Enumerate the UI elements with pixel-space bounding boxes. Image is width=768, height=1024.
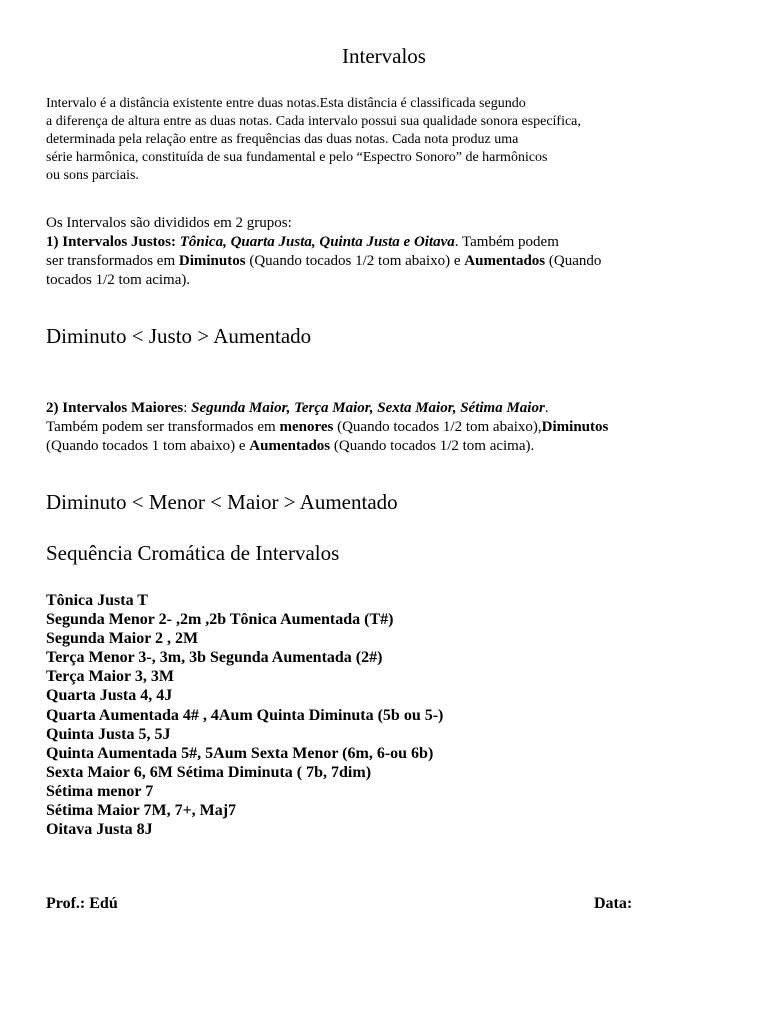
- interval-row: Terça Menor 3-, 3m, 3b Segunda Aumentada (2#): [46, 649, 383, 667]
- group1-after: . Também podem: [454, 234, 559, 250]
- interval-row: Terça Maior 3, 3M: [46, 668, 174, 686]
- intro-line: Intervalo é a distância existente entre duas notas.Esta distância é classificada segundo: [46, 96, 526, 111]
- group1-items: Tônica, Quarta Justa, Quinta Justa e Oitava: [179, 234, 455, 250]
- date-label: Data:: [594, 895, 633, 912]
- group1-text: (Quando: [545, 253, 602, 269]
- group1-line: [46, 233, 706, 252]
- interval-row: Sétima menor 7: [46, 782, 154, 800]
- scale-maiores: Diminuto < Menor < Maior > Aumentado: [46, 490, 398, 514]
- aumentados-term: Aumentados: [249, 438, 331, 454]
- maiores-line2: [46, 418, 726, 437]
- intro-line: determinada pela relação entre as frequências das duas notas. Cada nota produz uma: [46, 132, 519, 147]
- maiores-text: (Quando tocados 1 tom abaixo) e: [46, 438, 250, 454]
- diminutos-term: Diminutos: [541, 419, 609, 435]
- maiores-period: .: [544, 400, 549, 416]
- group1-line2: [46, 252, 706, 271]
- maiores-text: Também podem ser transformados em: [46, 419, 280, 435]
- maiores-text: (Quando tocados 1/2 tom acima).: [330, 438, 535, 454]
- scale-justos: Diminuto < Justo > Aumentado: [46, 324, 312, 348]
- interval-row: Segunda Menor 2- ,2m ,2b Tônica Aumentada (T#): [46, 611, 394, 629]
- maiores-paragraph: [46, 399, 726, 456]
- professor-label: Prof.: Edú: [46, 895, 118, 912]
- intro-paragraph: [46, 95, 686, 185]
- group1-line3: tocados 1/2 tom acima).: [46, 272, 191, 288]
- menores-term: menores: [279, 419, 334, 435]
- interval-row: Quinta Aumentada 5#, 5Aum Sexta Menor (6m, 6-ou 6b): [46, 744, 434, 762]
- interval-row: Tônica Justa T: [46, 592, 148, 609]
- intro-line: ou sons parciais.: [46, 168, 139, 183]
- intro-line: série harmônica, constituída de sua fundamental e pelo “Espectro Sonoro” de harmônicos: [46, 150, 548, 165]
- groups-paragraph: [46, 214, 706, 290]
- maiores-line1: [46, 399, 726, 418]
- interval-row: Segunda Maior 2 , 2M: [46, 630, 199, 648]
- maiores-text: (Quando tocados 1/2 tom abaixo),: [333, 419, 542, 435]
- interval-row: Quarta Aumentada 4# , 4Aum Quinta Diminuta (5b ou 5-): [46, 706, 444, 724]
- maiores-items: Segunda Maior, Terça Maior, Sexta Maior, Sétima Maior: [191, 400, 545, 416]
- interval-row: Sétima Maior 7M, 7+, Maj7: [46, 802, 237, 820]
- aumentados-term: Aumentados: [464, 253, 546, 269]
- sequence-heading: Sequência Cromática de Intervalos: [46, 541, 340, 565]
- intro-line: a diferença de altura entre as duas notas. Cada intervalo possui sua qualidade sonora específica,: [46, 114, 581, 129]
- group1-label: 1) Intervalos Justos:: [46, 234, 176, 250]
- interval-row: Sexta Maior 6, 6M Sétima Diminuta ( 7b, 7dim): [46, 763, 372, 781]
- group1-text: ser transformados em: [46, 253, 179, 269]
- diminutos-term: Diminutos: [178, 253, 246, 269]
- maiores-colon: :: [183, 400, 192, 416]
- group1-text: (Quando tocados 1/2 tom abaixo) e: [245, 253, 465, 269]
- maiores-line3: [46, 437, 726, 456]
- interval-row: Oitava Justa 8J: [46, 821, 153, 839]
- interval-sequence-list: [46, 591, 443, 839]
- interval-row: Quinta Justa 5, 5J: [46, 725, 171, 743]
- interval-row: Quarta Justa 4, 4J: [46, 687, 173, 705]
- page-title: Intervalos: [342, 44, 426, 68]
- maiores-label: 2) Intervalos Maiores: [46, 400, 184, 416]
- groups-intro: Os Intervalos são divididos em 2 grupos:: [46, 215, 292, 231]
